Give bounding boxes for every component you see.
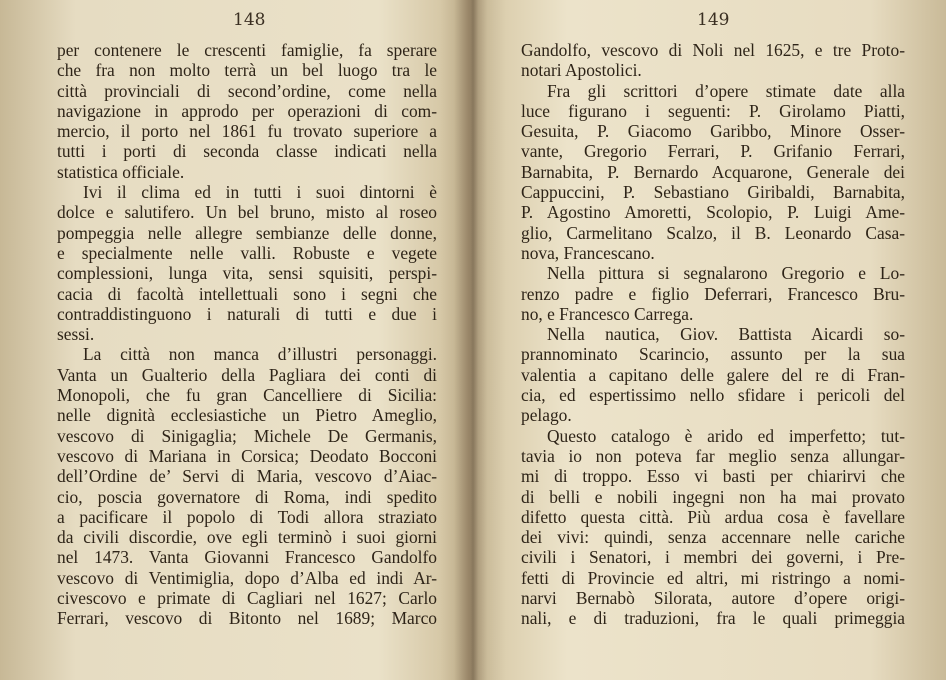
text-line: statistica officiale. (57, 161, 185, 182)
text-line: sessi. (57, 324, 95, 345)
text-line: P. Agostino Amoretti, Scolopio, P. Luigi Ame- (521, 202, 905, 223)
text-line: mercio, il porto nel 1861 fu trovato superiore a (57, 121, 437, 142)
text-line: nali, e di traduzioni, fra le quali primeggia (521, 608, 905, 629)
text-line: per contenere le crescenti famiglie, fa sperare (57, 40, 437, 60)
text-line: Nella pittura si segnalarono Gregorio e Lo- (547, 263, 905, 284)
text-line: narvi Bernabò Silorata, autore d’opere origi- (521, 588, 905, 609)
text-line: luce figurano i seguenti: P. Girolamo Piatti, (521, 100, 905, 121)
text-line: civescovo e primate di Cagliari nel 1627; Carlo (57, 588, 437, 609)
page-text (57, 40, 437, 629)
text-line: contraddistinguono i naturali di tutti e due i (57, 303, 437, 324)
page-number: 148 (233, 10, 266, 30)
text-line: notari Apostolici. (521, 60, 642, 81)
text-line: navigazione in approdo per operazioni di com- (57, 100, 437, 121)
text-line: a pacificare il popolo di Todi allora straziato (57, 506, 437, 527)
page-number: 149 (697, 10, 730, 30)
text-line: che fra non molto terrà un bel luogo tra le (57, 60, 437, 81)
text-line: complessioni, lunga vita, sensi squisiti, perspi- (57, 263, 437, 284)
text-line: Fra gli scrittori d’opere stimate date alla (547, 80, 905, 101)
text-line: no, e Francesco Carrega. (521, 303, 694, 324)
text-line: vescovo di Ventimiglia, dopo d’Alba ed indi Ar- (57, 567, 437, 588)
text-line: Nella nautica, Giov. Battista Aicardi so- (547, 324, 905, 345)
text-line: cio, poscia governatore di Roma, indi spedito (57, 486, 437, 507)
text-line: vescovo di Sinigaglia; Michele De Germanis, (57, 425, 437, 446)
text-line: Gesuita, P. Giacomo Garibbo, Minore Osser- (521, 121, 905, 142)
right-page (473, 0, 946, 680)
text-line: Monopoli, che fu gran Cancelliere di Sicilia: (57, 385, 437, 406)
text-line: valentia a capitano delle galere del re di Fran- (521, 364, 905, 385)
text-line: Gandolfo, vescovo di Noli nel 1625, e tre Proto- (521, 40, 905, 60)
text-line: Barnabita, P. Bernardo Acquarone, Generale dei (521, 161, 905, 182)
text-line: prannominato Scarincio, assunto per la sua (521, 344, 905, 365)
text-line: mi di troppo. Esso vi basti per chiarirvi che (521, 466, 905, 487)
text-line: vescovo di Mariana in Corsica; Deodato Bocconi (57, 445, 437, 466)
text-line: e specialmente nelle valli. Robuste e vegete (57, 242, 437, 263)
text-line: tavia io non poteva far meglio senza allungar- (521, 445, 905, 466)
text-line: città provinciali di second’ordine, come nella (57, 80, 437, 101)
text-line: cia, ed espertissimo nello sfidare i pericoli del (521, 385, 905, 406)
text-line: dell’Ordine de’ Servi di Maria, vescovo d’Aiac- (57, 466, 437, 487)
text-line: tutti i porti di seconda classe indicati nella (57, 141, 437, 162)
text-line: dolce e salutifero. Un bel bruno, misto al roseo (57, 202, 437, 223)
text-line: Ferrari, vescovo di Bitonto nel 1689; Marco (57, 608, 437, 629)
text-line: Ivi il clima ed in tutti i suoi dintorni è (83, 182, 437, 203)
text-line: civili i Senatori, i membri dei governi, i Pre- (521, 547, 905, 568)
text-line: pelago. (521, 405, 572, 426)
text-line: glio, Carmelitano Scalzo, il B. Leonardo Casa- (521, 222, 905, 243)
text-line: da civili discordie, ove egli terminò i suoi giorni (57, 527, 437, 548)
page-text (521, 40, 905, 629)
text-line: nel 1473. Vanta Giovanni Francesco Gandolfo (57, 547, 437, 568)
text-line: vante, Gregorio Ferrari, P. Grifanio Ferrari, (521, 141, 905, 162)
text-line: Cappuccini, P. Sebastiano Giribaldi, Barnabita, (521, 182, 905, 203)
text-line: nelle dignità ecclesiastiche un Pietro Ameglio, (57, 405, 437, 426)
text-line: Questo catalogo è arido ed imperfetto; tut- (547, 425, 905, 446)
text-line: cacia di facoltà intellettuali sono i segni che (57, 283, 437, 304)
text-line: renzo padre e figlio Deferrari, Francesco Bru- (521, 283, 905, 304)
text-line: La città non manca d’illustri personaggi. (83, 344, 437, 365)
text-line: pompeggia nelle allegre sembianze delle donne, (57, 222, 437, 243)
text-line: di belli e nobili ingegni non ha mai provato (521, 486, 905, 507)
text-line: difetto questa città. Più ardua cosa è favellare (521, 506, 905, 527)
text-line: dei vivi: quindi, senza accennare nelle cariche (521, 527, 905, 548)
text-line: Vanta un Gualterio della Pagliara dei conti di (57, 364, 437, 385)
text-line: nova, Francescano. (521, 242, 655, 263)
text-line: fetti di Provincie ed altri, mi ristringo a nomi- (521, 567, 905, 588)
